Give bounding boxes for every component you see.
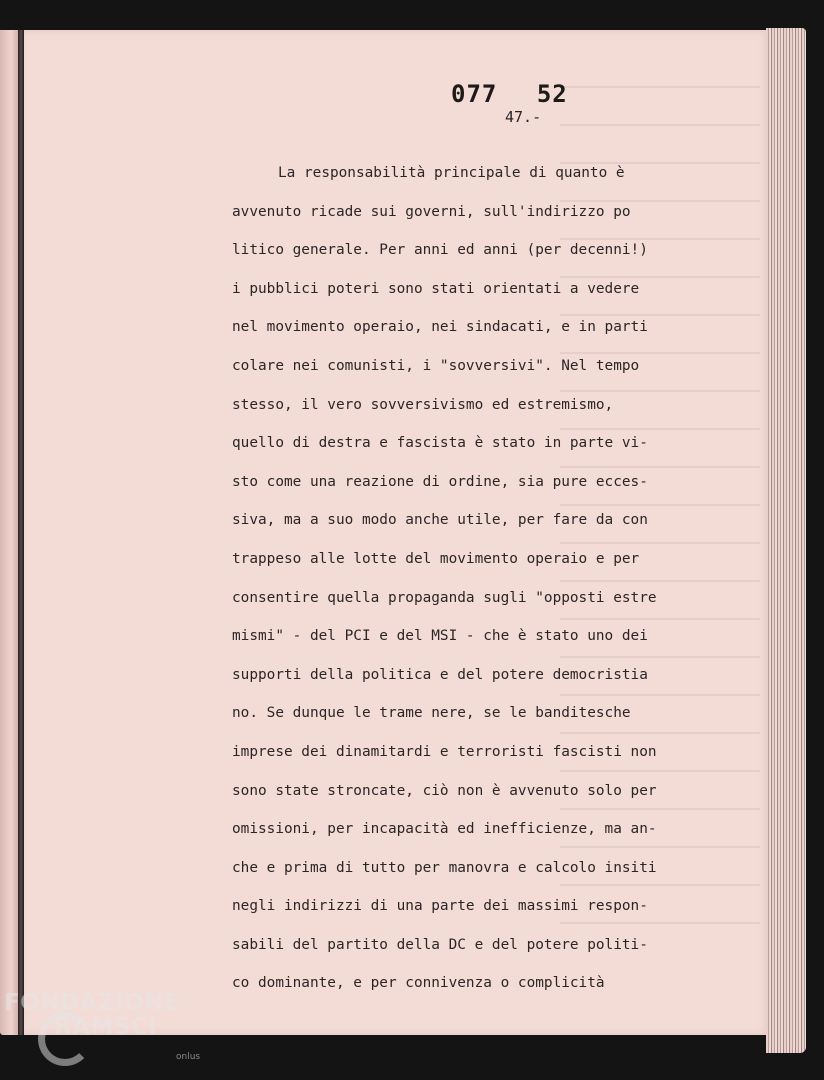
text-line: sto come una reazione di ordine, sia pure ecces- (232, 473, 648, 490)
text-line: quello di destra e fascista è stato in parte vi- (232, 435, 648, 452)
text-line: La responsabilità principale di quanto è (278, 165, 625, 181)
page-number: 47.- (505, 108, 542, 126)
text-line: litico generale. Per anni ed anni (per decenni!) (232, 242, 648, 259)
text-line: che e prima di tutto per manovra e calcolo insiti (232, 859, 657, 876)
text-line: sabili del partito della DC e del potere politi- (232, 936, 648, 953)
text-line: siva, ma a suo modo anche utile, per fare da con (232, 512, 648, 529)
text-line: consentire quella propaganda sugli "opposti estre (232, 589, 657, 606)
text-line: supporti della politica e del potere democristia (232, 666, 648, 683)
archive-number (451, 80, 568, 108)
watermark-logo (4, 990, 201, 1062)
watermark-sub: onlus (176, 1052, 201, 1062)
left-page-edge (0, 30, 20, 1035)
typed-text (232, 158, 732, 1007)
text-line: i pubblici poteri sono stati orientati a vedere (232, 280, 640, 297)
text-line: mismi" - del PCI e del MSI - che è stato uno dei (232, 628, 648, 645)
text-line: omissioni, per incapacità ed inefficienze, ma an- (232, 821, 657, 838)
text-line: trappeso alle lotte del movimento operaio e per (232, 550, 640, 567)
text-line: sono state stroncate, ciò non è avvenuto solo per (232, 782, 657, 799)
page-stack-edge (766, 28, 806, 1053)
text-line: negli indirizzi di una parte dei massimi respon- (232, 898, 648, 915)
text-line: no. Se dunque le trame nere, se le banditesche (232, 705, 631, 722)
text-line: colare nei comunisti, i "sovversivi". Nel tempo (232, 357, 640, 374)
text-line: avvenuto ricade sui governi, sull'indirizzo po (232, 203, 631, 220)
watermark-line2: RAMSCI (54, 1014, 158, 1040)
text-line: stesso, il vero sovversivismo ed estremismo, (232, 396, 614, 413)
g-logo-icon (38, 1012, 92, 1066)
text-line: co dominante, e per connivenza o complicità (232, 975, 605, 992)
archive-number-first: 077 (451, 80, 498, 108)
text-line: imprese dei dinamitardi e terroristi fascisti non (232, 743, 657, 760)
watermark-line1: FONDAZIONE (4, 990, 181, 1016)
archive-number-second: 52 (536, 80, 568, 108)
text-line: nel movimento operaio, nei sindacati, e in parti (232, 319, 648, 336)
